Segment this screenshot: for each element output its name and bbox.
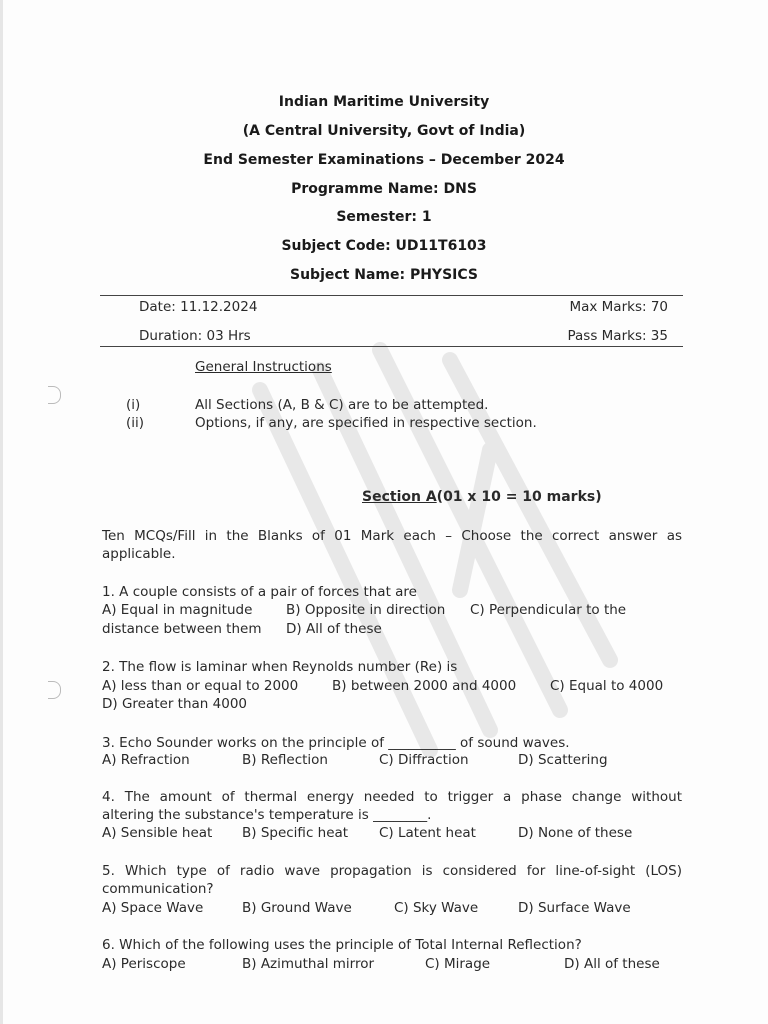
- semester: Semester: 1: [336, 209, 432, 225]
- option: D) All of these: [564, 956, 660, 972]
- option: C) Mirage: [425, 956, 491, 972]
- option: A) Periscope: [102, 956, 186, 972]
- option: D) None of these: [518, 825, 633, 841]
- question-2: 2. The flow is laminar when Reynolds number (Re) is: [102, 659, 458, 675]
- exam-title: End Semester Examinations – December 2024: [203, 152, 565, 168]
- question-4: 4. The amount of thermal energy needed to trigger a phase change without: [102, 789, 682, 805]
- option: B) Azimuthal mirror: [242, 956, 375, 972]
- option: D) Scattering: [518, 752, 608, 768]
- section-a-label: Section A: [362, 489, 437, 505]
- option: B) between 2000 and 4000: [332, 678, 517, 694]
- option: A) Space Wave: [102, 900, 204, 916]
- exam-duration: Duration: 03 Hrs: [139, 328, 251, 344]
- instruction-number: (i): [126, 397, 141, 413]
- max-marks: Max Marks: 70: [569, 299, 668, 315]
- instructions-title: General Instructions: [195, 359, 332, 375]
- option: B) Ground Wave: [242, 900, 352, 916]
- question-5-cont: communication?: [102, 881, 214, 897]
- punch-hole-mark: [48, 386, 61, 404]
- option: C) Diffraction: [379, 752, 469, 768]
- option: B) Specific heat: [242, 825, 349, 841]
- divider-bottom: [100, 346, 683, 347]
- option: A) Refraction: [102, 752, 190, 768]
- punch-hole-mark: [48, 681, 61, 699]
- option: B) Opposite in direction: [286, 602, 446, 618]
- pass-marks: Pass Marks: 35: [567, 328, 668, 344]
- university-name: Indian Maritime University: [278, 94, 490, 110]
- option: A) Sensible heat: [102, 825, 213, 841]
- subject-code: Subject Code: UD11T6103: [281, 238, 487, 254]
- section-a-marks: (01 x 10 = 10 marks): [436, 489, 602, 505]
- question-3: 3. Echo Sounder works on the principle of __________ of sound waves.: [102, 735, 570, 751]
- option: B) Reflection: [242, 752, 328, 768]
- option: A) less than or equal to 2000: [102, 678, 299, 694]
- university-subtitle: (A Central University, Govt of India): [242, 123, 526, 139]
- option: C) Perpendicular to the: [470, 602, 627, 618]
- exam-date: Date: 11.12.2024: [139, 299, 258, 315]
- question-1: 1. A couple consists of a pair of forces that are: [102, 584, 417, 600]
- question-6: 6. Which of the following uses the principle of Total Internal Reflection?: [102, 937, 582, 953]
- instruction-text: All Sections (A, B & C) are to be attempted.: [195, 397, 489, 413]
- option: C) Sky Wave: [394, 900, 479, 916]
- question-5: 5. Which type of radio wave propagation is considered for line-of-sight (LOS): [102, 863, 682, 879]
- instruction-text: Options, if any, are specified in respective section.: [195, 415, 537, 431]
- section-a-intro-cont: applicable.: [102, 546, 176, 562]
- option: D) Greater than 4000: [102, 696, 248, 712]
- option-cont: distance between them: [102, 621, 262, 637]
- divider-top: [100, 295, 683, 296]
- option: D) All of these: [286, 621, 382, 637]
- section-a-title: [362, 489, 602, 505]
- question-4-cont: altering the substance's temperature is ________.: [102, 807, 432, 823]
- instruction-number: (ii): [126, 415, 145, 431]
- option: C) Latent heat: [379, 825, 476, 841]
- option: D) Surface Wave: [518, 900, 631, 916]
- option: C) Equal to 4000: [550, 678, 664, 694]
- subject-name: Subject Name: PHYSICS: [290, 267, 478, 283]
- programme-name: Programme Name: DNS: [291, 181, 477, 197]
- section-a-intro: Ten MCQs/Fill in the Blanks of 01 Mark each – Choose the correct answer as: [102, 528, 682, 544]
- option: A) Equal in magnitude: [102, 602, 253, 618]
